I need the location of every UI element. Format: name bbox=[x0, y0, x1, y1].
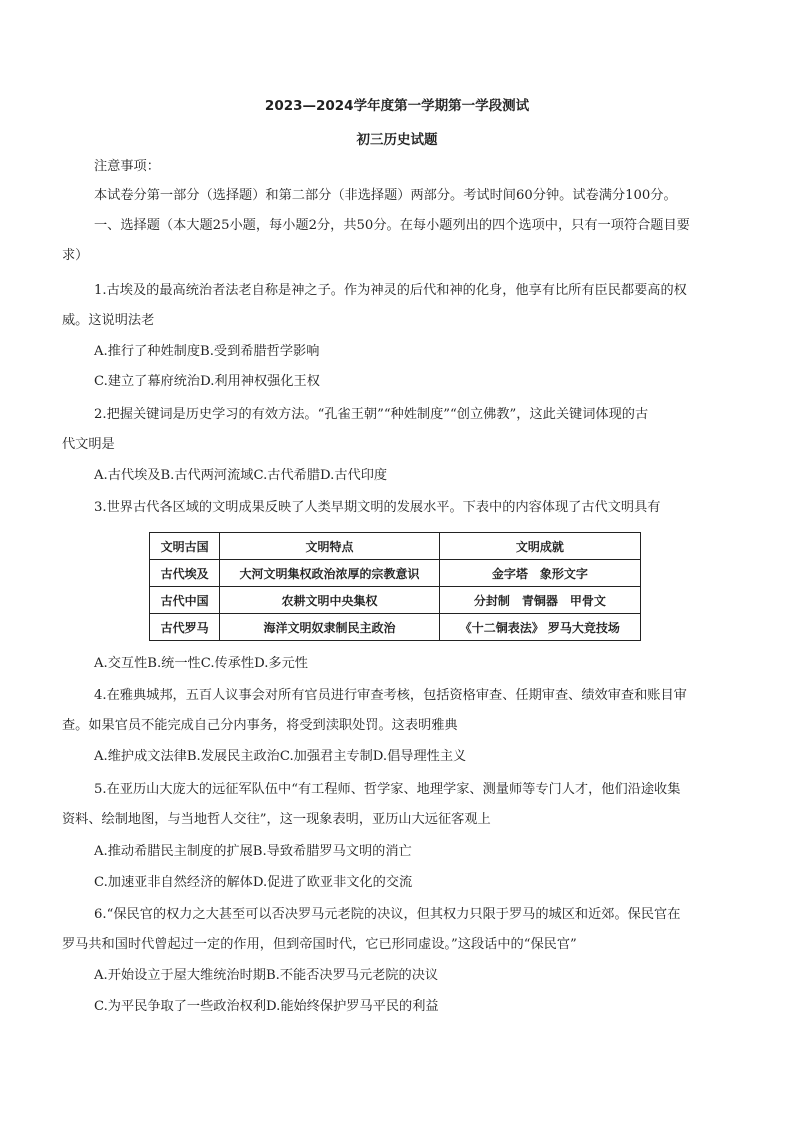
table-cell: 古代罗马 bbox=[150, 614, 220, 641]
table-row bbox=[150, 560, 641, 587]
question-5-stem-cont: 资料、绘制地图，与当地哲人交往”，这一现象表明，亚历山大远征客观上 bbox=[62, 812, 491, 827]
notes-heading: 注意事项： bbox=[94, 159, 160, 174]
question-4-stem-cont: 查。如果官员不能完成自己分内事务，将受到渎职处罚。这表明雅典 bbox=[62, 718, 458, 733]
table-cell: 分封制 青铜器 甲骨文 bbox=[439, 587, 640, 614]
table-header-cell: 文明古国 bbox=[150, 533, 220, 560]
table-row bbox=[150, 587, 641, 614]
question-5-options-cd: C.加速亚非自然经济的解体D.促进了欧亚非文化的交流 bbox=[94, 875, 413, 890]
table-cell: 古代埃及 bbox=[150, 560, 220, 587]
question-2-stem: 2.把握关键词是历史学习的有效方法。“孔雀王朝”“种姓制度”“创立佛教”，这此关键词体现的古 bbox=[94, 407, 649, 422]
question-6-options-ab: A.开始设立于屋大维统治时期B.不能否决罗马元老院的决议 bbox=[94, 968, 439, 983]
question-6-stem-cont: 罗马共和国时代曾起过一定的作用，但到帝国时代，它已形同虚设。”这段话中的“保民官” bbox=[62, 937, 577, 952]
table-header-row bbox=[150, 533, 641, 560]
question-3-options: A.交互性B.统一性C.传承性D.多元性 bbox=[94, 656, 308, 671]
question-2-options: A.古代埃及B.古代两河流域C.古代希腊D.古代印度 bbox=[94, 468, 388, 483]
table-cell: 《十二铜表法》 罗马大竞技场 bbox=[439, 614, 640, 641]
civilization-table bbox=[149, 532, 641, 641]
table-cell: 金字塔 象形文字 bbox=[439, 560, 640, 587]
notes-line: 本试卷分第一部分（选择题）和第二部分（非选择题）两部分。考试时间60分钟。试卷满分100分。 bbox=[94, 188, 677, 203]
table-cell: 农耕文明中央集权 bbox=[220, 587, 439, 614]
question-6-options-cd: C.为平民争取了一些政治权利D.能始终保护罗马平民的利益 bbox=[94, 999, 439, 1014]
table-cell: 古代中国 bbox=[150, 587, 220, 614]
table-cell: 大河文明集权政治浓厚的宗教意识 bbox=[220, 560, 439, 587]
question-3-stem: 3.世界古代各区域的文明成果反映了人类早期文明的发展水平。下表中的内容体现了古代文明具有 bbox=[94, 500, 661, 515]
section-heading: 一、选择题（本大题25小题，每小题2分，共50分。在每小题列出的四个选项中，只有一项符合题目要 bbox=[94, 218, 690, 233]
question-1-stem-cont: 威。这说明法老 bbox=[62, 313, 155, 328]
question-4-stem: 4.在雅典城邦，五百人议事会对所有官员进行审查考核，包括资格审查、任期审查、绩效审查和账目审 bbox=[94, 688, 687, 703]
table-cell: 海洋文明奴隶制民主政治 bbox=[220, 614, 439, 641]
question-1-options-ab: A.推行了种姓制度B.受到希腊哲学影响 bbox=[94, 344, 320, 359]
question-4-options: A.维护成文法律B.发展民主政治C.加强君主专制D.倡导理性主义 bbox=[94, 749, 467, 764]
exam-subtitle: 初三历史试题 bbox=[356, 132, 438, 148]
question-1-options-cd: C.建立了幕府统治D.利用神权强化王权 bbox=[94, 374, 320, 389]
table-header-cell: 文明成就 bbox=[439, 533, 640, 560]
section-heading-cont: 求） bbox=[62, 248, 89, 263]
table-header-cell: 文明特点 bbox=[220, 533, 439, 560]
question-1-stem: 1.古埃及的最高统治者法老自称是神之子。作为神灵的后代和神的化身，他享有比所有臣民都要高的权 bbox=[94, 283, 687, 298]
question-6-stem: 6.“保民官的权力之大甚至可以否决罗马元老院的决议，但其权力只限于罗马的城区和近郊。保民官在 bbox=[94, 907, 681, 922]
exam-title: 2023—2024学年度第一学期第一学段测试 bbox=[264, 98, 530, 114]
question-5-options-ab: A.推动希腊民主制度的扩展B.导致希腊罗马文明的消亡 bbox=[94, 844, 412, 859]
question-5-stem: 5.在亚历山大庞大的远征军队伍中“有工程师、哲学家、地理学家、测量师等专门人才，他们沿途收集 bbox=[94, 782, 681, 797]
table-row bbox=[150, 614, 641, 641]
question-2-stem-cont: 代文明是 bbox=[62, 437, 115, 452]
